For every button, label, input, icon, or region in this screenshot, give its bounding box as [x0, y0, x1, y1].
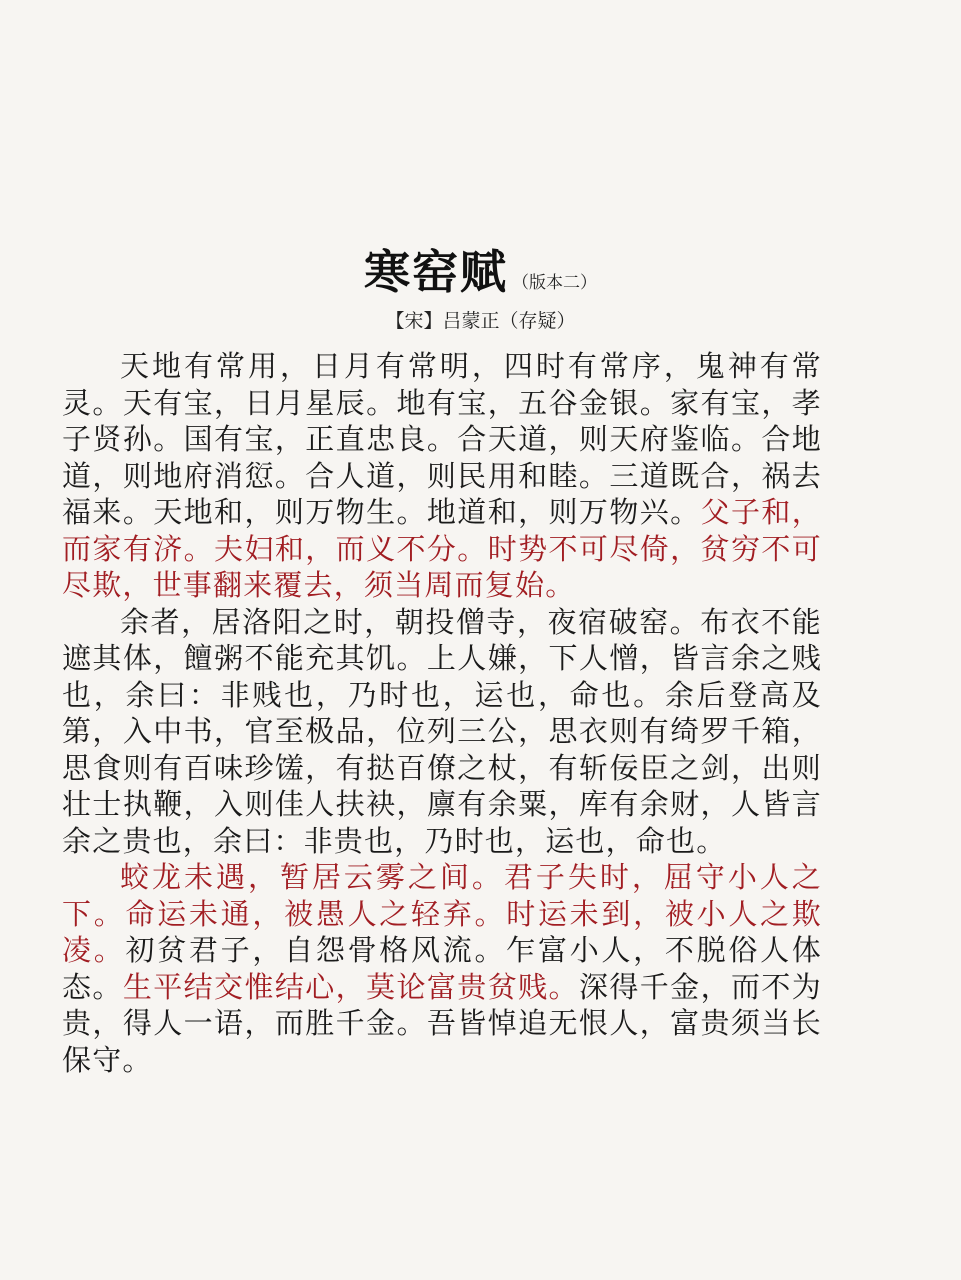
text-segment: 余者，居洛阳之时，朝投僧寺，夜宿破窑。布衣不能遮其体，饘粥不能充其饥。上人嫌，下人憎，皆言余之贱也，余曰：非贱也，乃时也，运也，命也。余后登高及第，入中书，官至极品，位列三公，思衣则有绮罗千箱，思食则有百味珍馐，有挞百僚之杖，有斩佞臣之剑，出则壮士执鞭，入则佳人扶袂，廪有余粟，库有余财，人皆言余之贵也，余曰：非贵也，乃时也，运也，命也。: [62, 604, 822, 858]
author-byline: 【宋】吕蒙正（存疑）: [385, 310, 576, 332]
highlighted-segment: 生平结交惟结心，莫论富贵贫贱。: [122, 969, 579, 1004]
version-note: （版本二）: [512, 273, 597, 293]
poem-body: [62, 348, 822, 1078]
text-segment: 深得千金，而不为贵，得人一语，而胜千金。吾皆悼追无恨人，富贵须当长保守。: [62, 969, 822, 1077]
text-segment: 初贫君子，自怨骨格风流。乍富小人，不脱俗人体态。: [62, 933, 822, 1004]
paragraph-2: [62, 604, 822, 860]
paragraph-3: [62, 859, 822, 1078]
highlighted-segment: 蛟龙未遇，暂居云雾之间。君子失时，屈守小人之下。命运未通，被愚人之轻弃。时运未到，被小人之欺凌。: [62, 860, 822, 967]
paragraph-1: [62, 348, 822, 604]
text-segment: 天地有常用，日月有常明，四时有常序，鬼神有常灵。天有宝，日月星辰。地有宝，五谷金银。家有宝，孝子贤孙。国有宝，正直忠良。合天道，则天府鉴临。合地道，则地府消愆。合人道，则民用和睦。三道既合，祸去福来。天地和，则万物生。地道和，则万物兴。: [62, 349, 822, 529]
highlighted-segment: 父子和，而家有济。夫妇和，而义不分。时势不可尽倚，贫穷不可尽欺，世事翻来覆去，须当周而复始。: [62, 495, 822, 602]
page-title: 寒窑赋: [364, 245, 508, 299]
title-row: [0, 236, 961, 302]
